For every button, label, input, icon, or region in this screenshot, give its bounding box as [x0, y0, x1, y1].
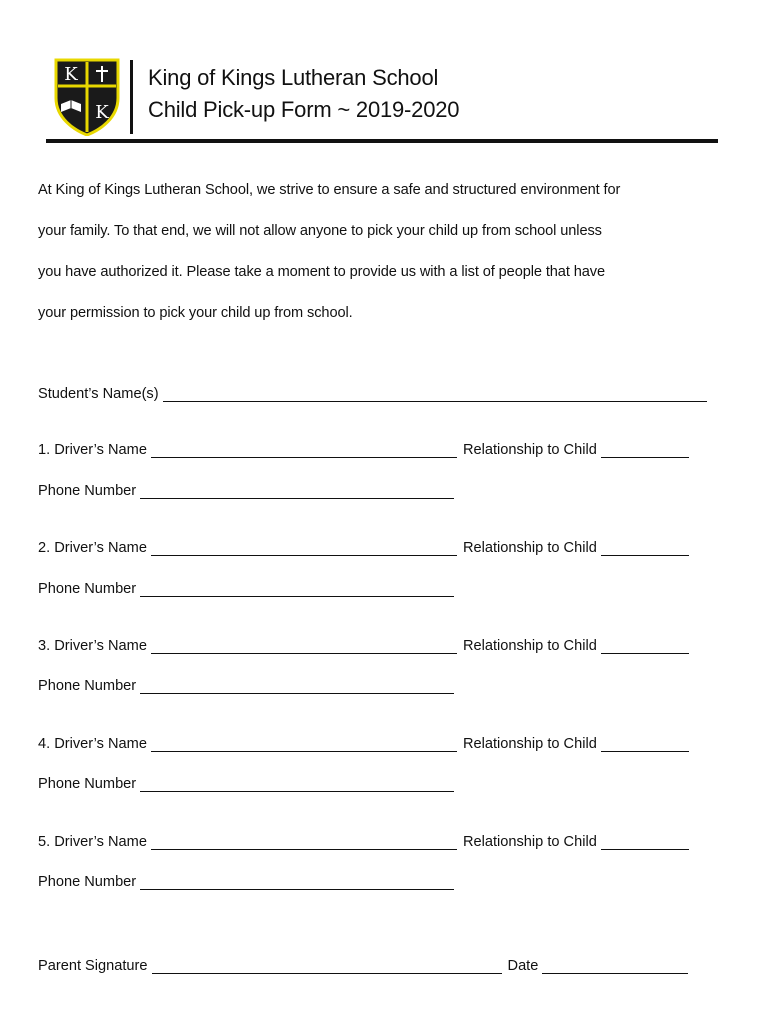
driver-name-field[interactable]	[151, 835, 457, 850]
relationship-label: Relationship to Child	[462, 540, 597, 556]
phone-row	[38, 581, 454, 597]
relationship-field[interactable]	[601, 443, 689, 458]
relationship-label: Relationship to Child	[462, 442, 597, 458]
parent-signature-field[interactable]	[152, 959, 502, 974]
driver-name-label: 4. Driver’s Name	[38, 736, 147, 752]
relationship-label: Relationship to Child	[462, 638, 597, 654]
driver-name-field[interactable]	[151, 541, 457, 556]
phone-row	[38, 776, 454, 792]
relationship-field[interactable]	[601, 835, 689, 850]
driver-row	[38, 540, 689, 556]
intro-line: At King of Kings Lutheran School, we strive to ensure a safe and structured environment for	[38, 182, 621, 198]
relationship-label: Relationship to Child	[462, 736, 597, 752]
header-rule	[46, 139, 718, 143]
phone-row	[38, 483, 454, 499]
driver-name-label: 1. Driver’s Name	[38, 442, 147, 458]
phone-field[interactable]	[140, 777, 454, 792]
phone-field[interactable]	[140, 875, 454, 890]
phone-label: Phone Number	[38, 874, 137, 890]
driver-row	[38, 736, 689, 752]
driver-row	[38, 442, 689, 458]
phone-label: Phone Number	[38, 483, 137, 499]
crest-letter-k-bottom: K	[95, 102, 109, 123]
crest-letter-k-top: K	[64, 64, 78, 85]
student-name-field[interactable]	[163, 387, 707, 402]
school-crest-logo	[54, 58, 120, 136]
phone-row	[38, 874, 454, 890]
phone-label: Phone Number	[38, 678, 137, 694]
driver-name-label: 5. Driver’s Name	[38, 834, 147, 850]
relationship-label: Relationship to Child	[462, 834, 597, 850]
relationship-field[interactable]	[601, 639, 689, 654]
driver-name-label: 3. Driver’s Name	[38, 638, 147, 654]
header-divider	[130, 60, 133, 134]
phone-label: Phone Number	[38, 581, 137, 597]
intro-line: your family. To that end, we will not allow anyone to pick your child up from school unless	[38, 223, 602, 239]
phone-row	[38, 678, 454, 694]
form-header	[54, 58, 724, 138]
header-title	[148, 62, 459, 126]
date-field[interactable]	[542, 959, 688, 974]
student-name-label: Student’s Name(s)	[38, 386, 159, 402]
school-name: King of Kings Lutheran School	[148, 65, 439, 90]
driver-name-field[interactable]	[151, 639, 457, 654]
parent-signature-label: Parent Signature	[38, 958, 148, 974]
phone-field[interactable]	[140, 679, 454, 694]
form-title: Child Pick-up Form ~ 2019-2020	[148, 97, 460, 122]
relationship-field[interactable]	[601, 541, 689, 556]
phone-label: Phone Number	[38, 776, 137, 792]
driver-name-field[interactable]	[151, 737, 457, 752]
driver-name-field[interactable]	[151, 443, 457, 458]
intro-line: your permission to pick your child up from school.	[38, 305, 353, 321]
date-label: Date	[507, 958, 539, 974]
phone-field[interactable]	[140, 582, 454, 597]
phone-field[interactable]	[140, 484, 454, 499]
driver-row	[38, 834, 689, 850]
relationship-field[interactable]	[601, 737, 689, 752]
driver-name-label: 2. Driver’s Name	[38, 540, 147, 556]
signature-row	[38, 958, 688, 974]
intro-paragraph	[38, 170, 738, 334]
driver-row	[38, 638, 689, 654]
student-name-row	[38, 386, 707, 402]
intro-line: you have authorized it. Please take a moment to provide us with a list of people that have	[38, 264, 605, 280]
